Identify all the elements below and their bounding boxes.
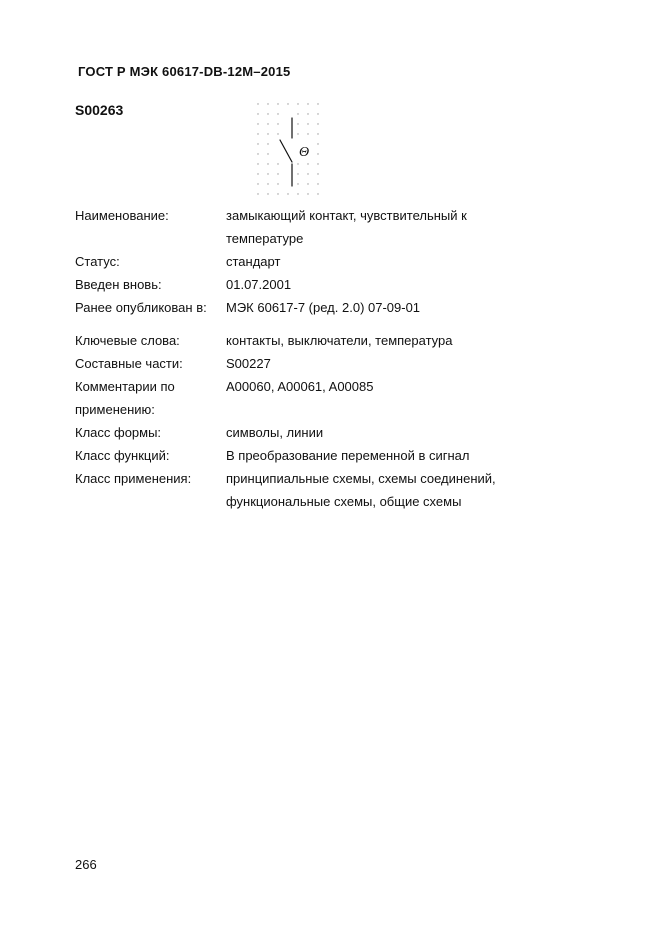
field-label: Класс применения: [75,471,192,486]
section-gap [75,319,526,329]
field-label: Наименование: [75,208,169,223]
field-label: Класс формы: [75,425,162,440]
field-label: Класс функций: [75,448,170,463]
field-value: символы, линии [226,425,324,440]
contact-lines [280,118,292,186]
field-label: Ключевые слова: [75,333,180,348]
field-row-application-class [75,467,526,513]
field-value: 01.07.2001 [226,277,292,292]
field-row-status [75,250,526,273]
theta-mark: Θ [299,145,310,160]
field-row-previously-published [75,296,526,319]
field-row-comments [75,375,526,421]
symbol-grid-dots [257,103,318,194]
field-row-form-class [75,421,526,444]
field-value: S00227 [226,356,271,371]
field-value: контакты, выключатели, температура [226,333,453,348]
field-value: принципиальные схемы, схемы соединений, функциональные схемы, общие схемы [226,471,496,509]
field-list [75,204,526,513]
field-label: Составные части: [75,356,183,371]
field-row-introduced [75,273,526,296]
field-label: Статус: [75,254,120,269]
field-value: A00060, A00061, A00085 [226,379,374,394]
field-value: МЭК 60617-7 (ред. 2.0) 07-09-01 [226,300,421,315]
symbol-code: S00263 [75,102,124,118]
field-row-name [75,204,526,250]
page-number: 266 [75,857,97,872]
field-row-keywords [75,329,526,352]
field-label: Введен вновь: [75,277,162,292]
field-value: В преобразование переменной в сигнал [226,448,470,463]
field-value: замыкающий контакт, чувствительный к температуре [226,208,467,246]
field-label: Ранее опубликован в: [75,300,207,315]
field-row-components [75,352,526,375]
field-row-function-class [75,444,526,467]
temperature-sensitive-contact-symbol [254,100,320,200]
field-value: стандарт [226,254,281,269]
field-label: Комментарии по применению: [75,379,175,417]
document-header: ГОСТ Р МЭК 60617-DB-12M–2015 [78,64,291,79]
